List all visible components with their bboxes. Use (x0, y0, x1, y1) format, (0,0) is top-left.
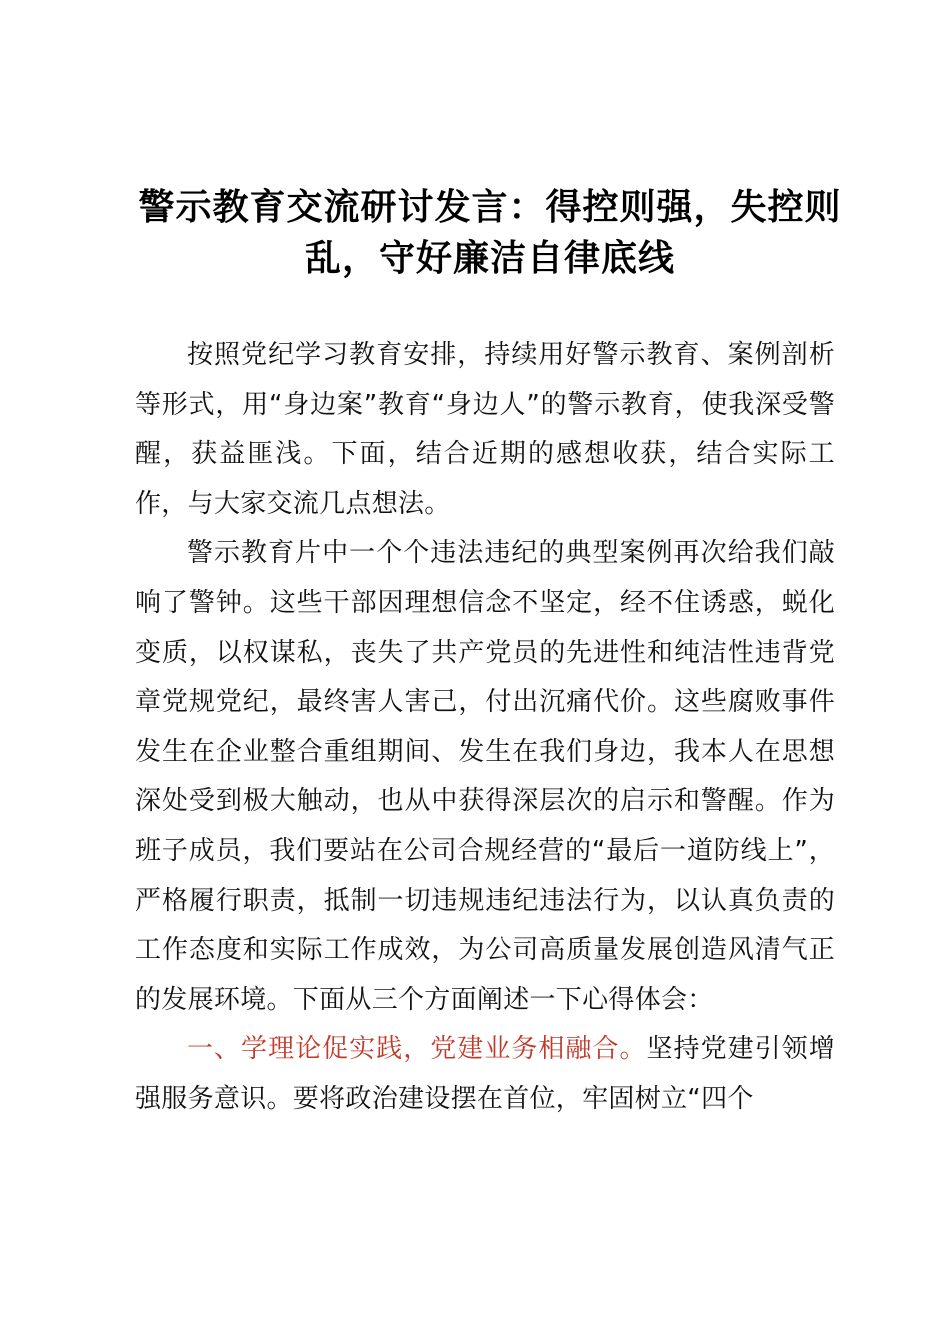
section-1-text: 坚持党建引领增强服务意识。要将政治建设摆在首位，牢固树立“四个 (135, 1034, 835, 1114)
paragraph-section-1 (135, 1025, 835, 1124)
paragraph-warning-cases: 警示教育片中一个个违法违纪的典型案例再次给我们敲响了警钟。这些干部因理想信念不坚定，经不住诱惑，蜕化变质，以权谋私，丧失了共产党员的先进性和纯洁性违背党章党规党纪，最终害人害己，付出沉痛代价。这些腐败事件发生在企业整合重组期间、发生在我们身边，我本人在思想深处受到极大触动，也从中获得深层次的启示和警醒。作为班子成员，我们要站在公司合规经营的“最后一道防线上”，严格履行职责，抵制一切违规违纪违法行为，以认真负责的工作态度和实际工作成效，为公司高质量发展创造风清气正的发展环境。下面从三个方面阐述一下心得体会： (135, 538, 835, 1015)
title-line-1: 警示教育交流研讨发言：得控则强，失控则 (138, 187, 842, 228)
paragraph-intro: 按照党纪学习教育安排，持续用好警示教育、案例剖析等形式，用“身边案”教育“身边人”的警示教育，使我深受警醒，获益匪浅。下面，结合近期的感想收获，结合实际工作，与大家交流几点想法。 (135, 340, 835, 519)
title-line-2: 乱，守好廉洁自律底线 (304, 238, 675, 279)
document-body (135, 331, 835, 1125)
document-title (120, 182, 860, 284)
section-1-heading: 一、学理论促实践，党建业务相融合。 (187, 1034, 647, 1065)
